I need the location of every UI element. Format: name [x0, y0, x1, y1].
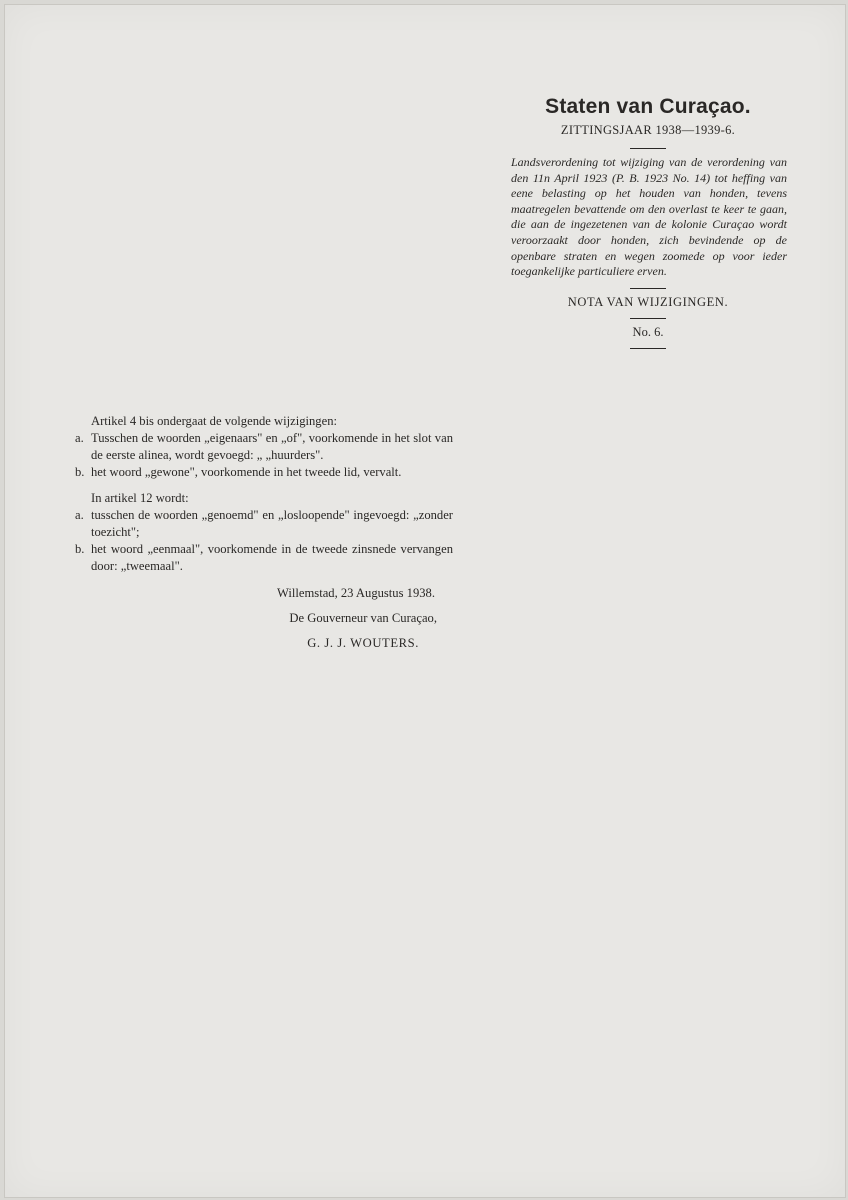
place-date: Willemstad, 23 Augustus 1938.	[277, 586, 435, 600]
intro-article-12: In artikel 12 wordt:	[91, 491, 189, 505]
item-text: het woord „eenmaal", voorkomende in de tweede zinsnede vervangen door: „tweemaal".	[91, 542, 453, 573]
item-marker: a.	[75, 431, 84, 445]
list-item	[75, 430, 453, 464]
item-marker: a.	[75, 508, 84, 522]
signature: G. J. J. WOUTERS.	[307, 636, 419, 650]
item-text: het woord „gewone", voorkomende in het tweede lid, vervalt.	[91, 465, 402, 479]
document-number: No. 6.	[632, 324, 664, 339]
header-block	[503, 95, 793, 355]
amendments-body	[75, 413, 453, 652]
item-text: tusschen de woorden „genoemd" en „losloopende" ingevoegd: „zonder toezicht";	[91, 508, 453, 539]
item-marker: b.	[75, 542, 85, 556]
document-title: Staten van Curaçao.	[545, 95, 751, 118]
list-item	[75, 464, 453, 481]
divider	[630, 318, 666, 319]
spacer	[75, 481, 453, 490]
divider	[630, 348, 666, 349]
document-page	[4, 4, 846, 1198]
item-marker: b.	[75, 465, 85, 479]
governor-title: De Gouverneur van Curaçao,	[289, 611, 437, 625]
intro-article-4bis: Artikel 4 bis ondergaat de volgende wijzigingen:	[91, 414, 337, 428]
item-text: Tusschen de woorden „eigenaars" en „of", voorkomende in het slot van de eerste alinea, wordt gevoegd: „ „huurders".	[91, 431, 453, 462]
subject-text: Landsverordening tot wijziging van de verordening van den 11n April 1923 (P. B. 1923 No. 14) tot heffing van eene belasting op het houden van honden, tevens maatregelen bevattende om den overlast te keer te gaan, die aan de ingezetenen van de kolonie Curaçao wordt veroorzaakt door honden, zich bevindende op de openbare straten en wegen zoomede op voor ieder toegankelijke particuliere erven.	[511, 155, 787, 279]
list-item	[75, 507, 453, 541]
nota-heading: NOTA VAN WIJZIGINGEN.	[567, 294, 729, 309]
divider	[630, 288, 666, 289]
divider	[630, 148, 666, 149]
list-item	[75, 541, 453, 575]
session-year: ZITTINGSJAAR 1938—1939-6.	[560, 123, 736, 137]
